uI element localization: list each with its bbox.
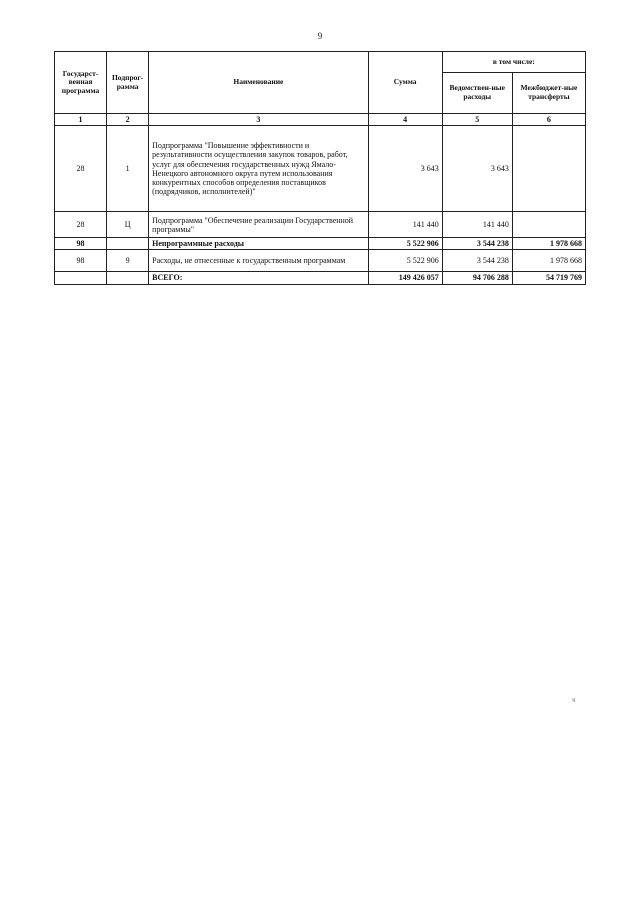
row-name: Подпрограмма "Обеспечение реализации Государственной программы" [149, 212, 368, 238]
row-interbudget [512, 126, 585, 212]
budget-table [54, 51, 586, 285]
subprogram-code: Ц [107, 212, 149, 238]
row-name: Непрограммные расходы [149, 238, 368, 250]
table-row-total [55, 272, 586, 284]
header-subprogram: Подпрог-рамма [107, 52, 149, 114]
subprogram-code: 1 [107, 126, 149, 212]
column-number: 2 [107, 114, 149, 126]
column-number: 3 [149, 114, 368, 126]
row-departmental: 3 544 238 [442, 250, 512, 272]
header-departmental: Ведомствен-ные расходы [442, 73, 512, 114]
program-code: 28 [55, 126, 107, 212]
program-code [55, 272, 107, 284]
row-interbudget: 1 978 668 [512, 238, 585, 250]
row-departmental: 141 440 [442, 212, 512, 238]
row-sum: 5 522 906 [368, 238, 442, 250]
table-row [55, 126, 586, 212]
table-row [55, 238, 586, 250]
column-number: 5 [442, 114, 512, 126]
column-number: 1 [55, 114, 107, 126]
subprogram-code [107, 238, 149, 250]
program-code: 98 [55, 250, 107, 272]
row-departmental: 94 706 288 [442, 272, 512, 284]
subprogram-code: 9 [107, 250, 149, 272]
row-interbudget: 1 978 668 [512, 250, 585, 272]
row-interbudget: 54 719 769 [512, 272, 585, 284]
subprogram-code [107, 272, 149, 284]
row-sum: 3 643 [368, 126, 442, 212]
table-row [55, 250, 586, 272]
margin-mark: ч [572, 696, 576, 704]
program-code: 28 [55, 212, 107, 238]
row-interbudget [512, 212, 585, 238]
row-departmental: 3 643 [442, 126, 512, 212]
row-sum: 141 440 [368, 212, 442, 238]
row-departmental: 3 544 238 [442, 238, 512, 250]
header-including: в том числе: [442, 52, 585, 73]
row-name: Подпрограмма "Повышение эффективности и результативности осуществления закупок товаров, работ, услуг для обеспечения государственных нужд Ямало-Ненецкого автономного округа путем использования конкурентных способов определения поставщиков (подрядчиков, исполнителей)" [149, 126, 368, 212]
header-program: Государст-венная программа [55, 52, 107, 114]
row-sum: 149 426 057 [368, 272, 442, 284]
header-sum: Сумма [368, 52, 442, 114]
program-code: 98 [55, 238, 107, 250]
row-name: ВСЕГО: [149, 272, 368, 284]
column-numbers-row [55, 114, 586, 126]
table-row [55, 212, 586, 238]
row-name: Расходы, не отнесенные к государственным программам [149, 250, 368, 272]
page-number: 9 [317, 31, 323, 41]
column-number: 6 [512, 114, 585, 126]
row-sum: 5 522 906 [368, 250, 442, 272]
column-number: 4 [368, 114, 442, 126]
header-name: Наименование [149, 52, 368, 114]
header-interbudget: Межбюджет-ные трансферты [512, 73, 585, 114]
